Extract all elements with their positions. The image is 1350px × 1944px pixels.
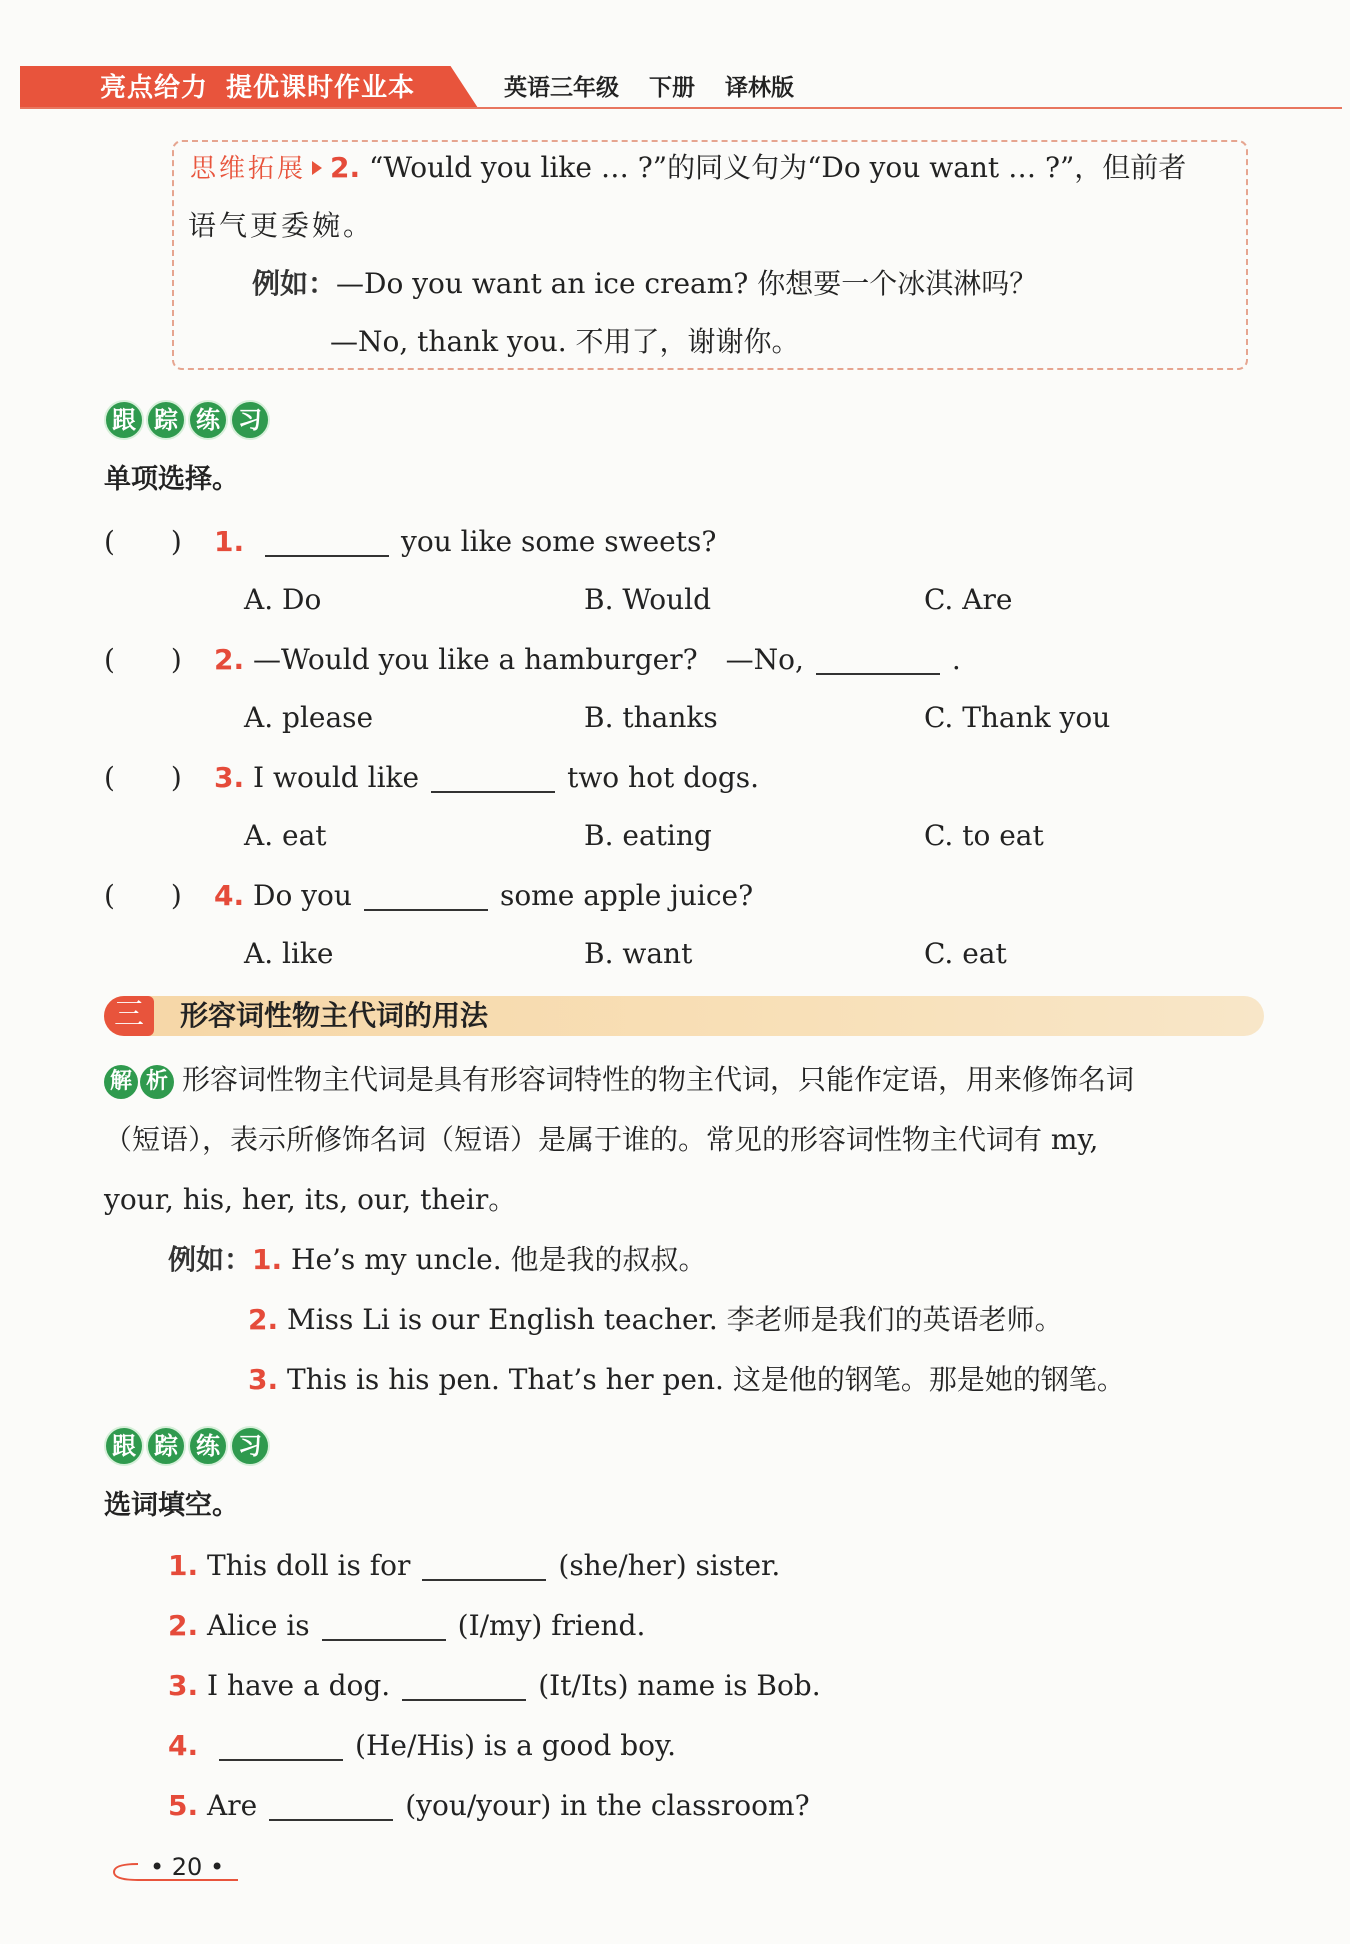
analysis-line-1: 解 析 形容词性物主代词是具有形容词特性的物主代词，只能作定语，用来修饰名词 — [104, 1060, 1134, 1100]
q2-option-b: B. thanks — [584, 701, 718, 734]
question-2: ( ) 2. —Would you like a hamburger? —No, . — [104, 643, 961, 676]
series-title: 亮点给力 提优课时作业本 — [100, 73, 416, 103]
answer-blank[interactable] — [422, 1549, 546, 1581]
q1-option-c: C. Are — [924, 583, 1013, 616]
q4-option-c: C. eat — [924, 937, 1007, 970]
answer-blank[interactable] — [402, 1669, 526, 1701]
q1-option-a: A. Do — [244, 583, 322, 616]
analysis-badge: 解 析 — [104, 1065, 174, 1099]
question-4: ( ) 4. Do you some apple juice? — [104, 879, 754, 912]
question-3: ( ) 3. I would like two hot dogs. — [104, 761, 760, 794]
fill-item-1: 1. This doll is for (she/her) sister. — [168, 1549, 781, 1582]
answer-blank[interactable] — [431, 761, 555, 793]
q2-option-a: A. please — [244, 701, 374, 734]
q3-option-b: B. eating — [584, 819, 712, 852]
edition: 译林版 — [725, 75, 794, 101]
example-3: 3. This is his pen. That’s her pen. 这是他的钢笔。那是她的钢笔。 — [248, 1363, 1125, 1396]
example-2: 2. Miss Li is our English teacher. 李老师是我们的英语老师。 — [248, 1303, 1063, 1336]
analysis-line-3: your, his, her, its, our, their。 — [104, 1183, 517, 1216]
fill-item-3: 3. I have a dog. (It/Its) name is Bob. — [168, 1669, 821, 1702]
practice-badge-2: 跟 踪 练 习 — [104, 1426, 270, 1466]
example-1: 例如：1. He’s my uncle. 他是我的叔叔。 — [168, 1243, 707, 1276]
book-info — [504, 70, 824, 106]
q3-option-a: A. eat — [244, 819, 327, 852]
q4-option-a: A. like — [244, 937, 334, 970]
fill-item-2: 2. Alice is (I/my) friend. — [168, 1609, 646, 1642]
section-title: 形容词性物主代词的用法 — [180, 999, 489, 1032]
think-line-2: 语气更委婉。 — [188, 209, 375, 242]
section-number: 三 — [104, 996, 154, 1036]
answer-blank[interactable] — [322, 1609, 446, 1641]
header-rule — [20, 107, 1342, 109]
practice2-instruction: 选词填空。 — [104, 1490, 239, 1521]
answer-blank[interactable] — [269, 1789, 393, 1821]
q3-option-c: C. to eat — [924, 819, 1044, 852]
practice1-instruction: 单项选择。 — [104, 464, 239, 495]
practice-badge: 跟 踪 练 习 — [104, 400, 270, 440]
answer-blank[interactable] — [219, 1729, 343, 1761]
answer-blank[interactable] — [816, 643, 940, 675]
answer-blank[interactable] — [364, 879, 488, 911]
subject: 英语三年级 — [504, 75, 619, 101]
analysis-line-2: （短语），表示所修饰名词（短语）是属于谁的。常见的形容词性物主代词有 my, — [104, 1123, 1099, 1156]
page-number: • 20 • — [150, 1853, 225, 1881]
volume: 下册 — [649, 75, 695, 101]
think-line-1: 思维拓展 2. “Would you like … ?”的同义句为“Do you want … ?”，但前者 — [190, 151, 1187, 184]
arrow-right-icon — [312, 161, 322, 175]
q1-option-b: B. Would — [584, 583, 712, 616]
q4-option-b: B. want — [584, 937, 693, 970]
answer-blank[interactable] — [265, 525, 389, 557]
think-tag: 思维拓展 — [190, 154, 307, 184]
think-example-a: —No, thank you. 不用了，谢谢你。 — [330, 325, 800, 358]
fill-item-5: 5. Are (you/your) in the classroom? — [168, 1789, 810, 1822]
question-1: ( ) 1. you like some sweets? — [104, 525, 717, 558]
q2-option-c: C. Thank you — [924, 701, 1111, 734]
fill-item-4: 4. (He/His) is a good boy. — [168, 1729, 677, 1762]
think-example-q: 例如：—Do you want an ice cream? 你想要一个冰淇淋吗？ — [252, 267, 1038, 300]
